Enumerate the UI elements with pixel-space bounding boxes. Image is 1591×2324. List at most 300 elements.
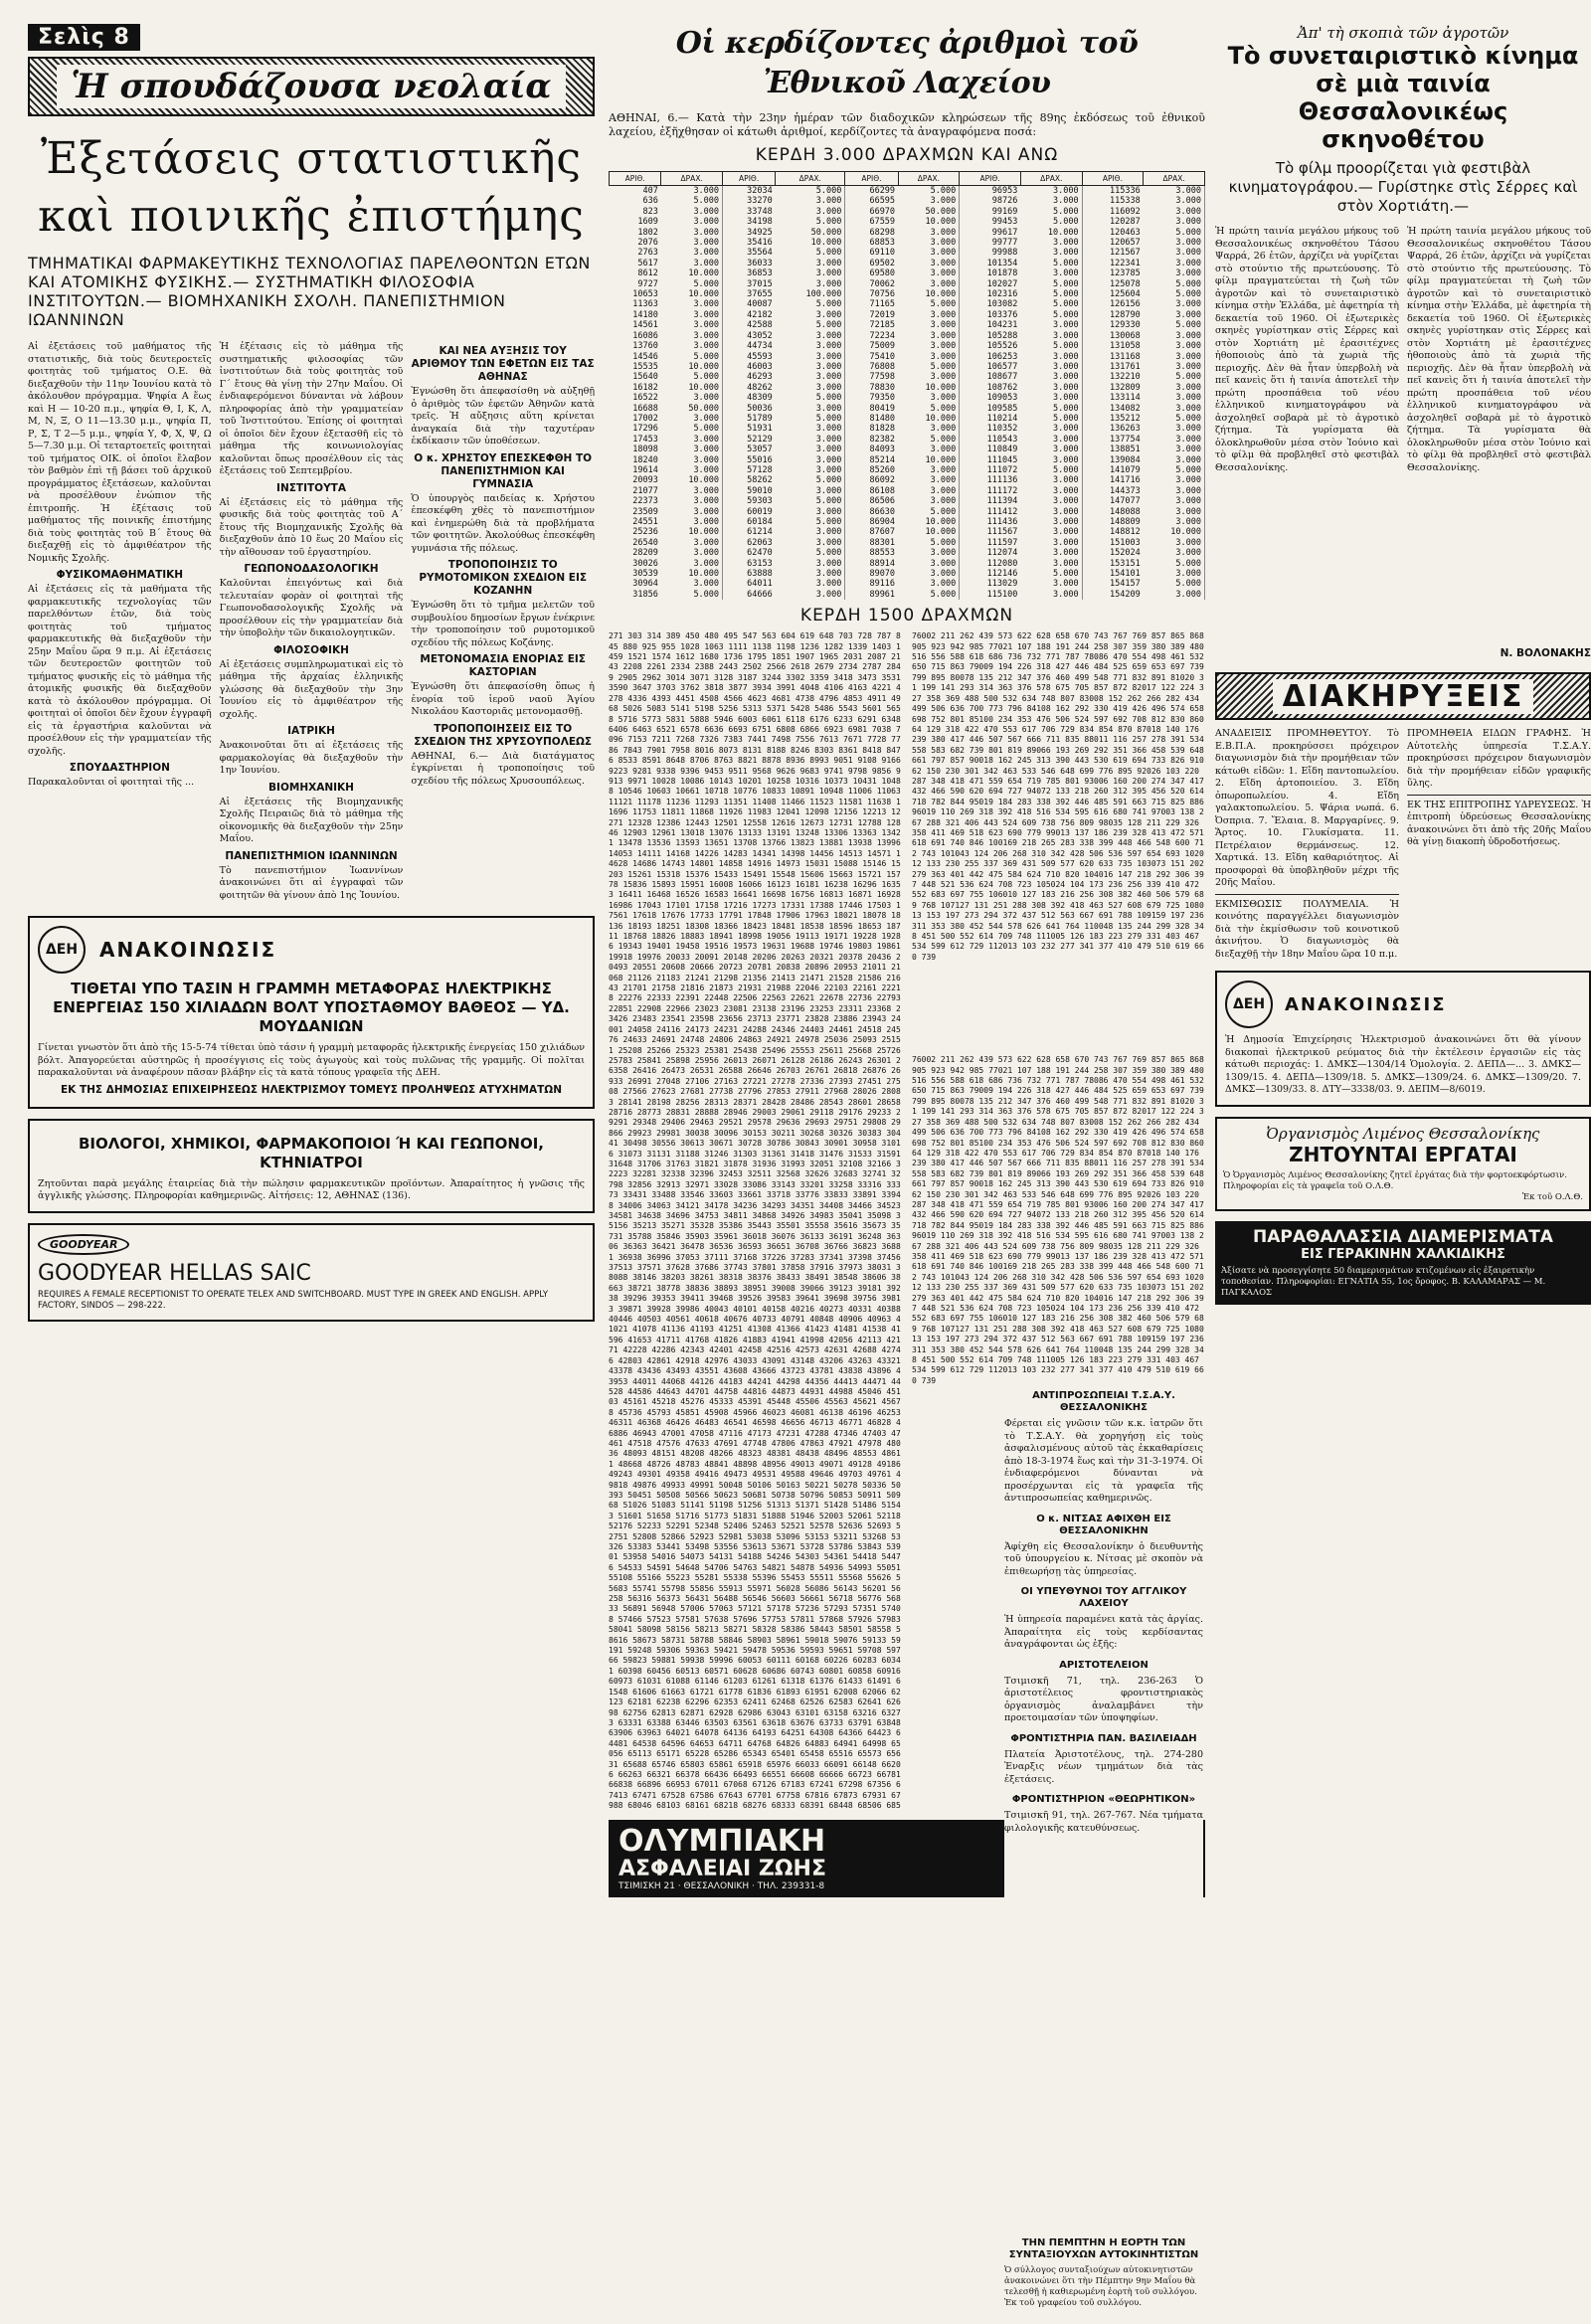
declarations-col-2 (1407, 728, 1591, 961)
prize-amount-cell: 3.000 (898, 579, 960, 589)
ticket-number-cell: 113029 (986, 579, 1018, 590)
prize-amount-cell: 3.000 (776, 331, 845, 341)
ticket-number-cell: 147077 (1110, 496, 1141, 507)
prize-amount-cell: 3.000 (661, 259, 723, 268)
ticket-number-cell: 42182 (747, 309, 773, 320)
ticket-number-cell: 22373 (632, 496, 658, 507)
news-headline: ΜΕΤΟΝΟΜΑΣΙΑ ΕΝΟΡΙΑΣ ΕΙΣ ΚΑΣΤΟΡΙΑΝ (420, 653, 586, 678)
byline: Ν. ΒΟΛΟΝΑΚΗΣ (1500, 647, 1591, 659)
article-text: Τὸ πανεπιστήμιον Ἰωαννίνων ἀνακοινώνει ὅτι αἱ ἐγγραφαὶ τῶν φοιτητῶν θὰ γίνουν ἀπὸ 1ης Ἰουνίου. (219, 864, 404, 901)
prize-amount-cell: 3.000 (661, 310, 723, 320)
ticket-number-cell: 154157 (1110, 579, 1141, 590)
prize-amount-cell: 3.000 (898, 279, 960, 289)
prize-amount-cell: 5.000 (1020, 259, 1082, 268)
ticket-number-cell: 70062 (869, 278, 896, 289)
ticket-number-cell: 110214 (986, 413, 1018, 424)
film-article-headline: Τὸ συνεταιριστικὸ κίνημα σὲ μιὰ ταινία Θεσσαλονικέως σκηνοθέτου (1227, 42, 1579, 153)
prize-amount-cell: 10.000 (661, 268, 723, 278)
ticket-number-cell: 52129 (747, 434, 773, 445)
news-text: Πλατεία Ἀριστοτέλους, τηλ. 274-280 Ἐναρξις νέων τμημάτων διὰ τὰς ἐξετάσεις. (1004, 1748, 1203, 1785)
ticket-number-cell: 84093 (869, 445, 896, 455)
ticket-number-cell: 112080 (986, 558, 1018, 569)
article-text: Αἱ ἐξετάσεις εἰς τὰ μαθήματα τῆς φαρμακευτικῆς τεχνολογίας τῶν παρελθόντων ἐτῶν, διὰ τοὺς φοιτητὰς τοῦ τμήματος φαρμακευτικῆς θὰ διεξαχθοῦν τὴν 25ην Μαΐου ὥρα 9 π.μ. Αἱ ἐξετάσεις τῶν δευτεροετῶν φοιτητῶν τοῦ τμήματος φυσικῆς εἰς τὸ μάθημα τῆς ἀτομικῆς φυσικῆς θὰ διεξαχθοῦν κατὰ τὸ ἀκόλουθον πρόγραμμα. Οἱ φοιτηταὶ οἱ ὁποῖοι δὲν ἔχουν ἐγγραφῆ εἰς τὰ ἐργαστήρια καλοῦνται νὰ προσέλθουν εἰς τὴν γραμματείαν τῆς σχολῆς. (28, 584, 212, 757)
ticket-number-cell: 105288 (986, 330, 1018, 341)
ticket-number-cell: 53057 (747, 445, 773, 455)
ticket-number-cell: 37655 (747, 289, 773, 300)
ticket-number-cell: 101878 (986, 268, 1018, 279)
declarations-columns (1215, 728, 1591, 961)
prize-amount-cell: 3.000 (1020, 435, 1082, 445)
prize-amount-cell: 3.000 (776, 196, 845, 206)
ticket-number-cell: 15535 (632, 361, 658, 372)
prize-amount-cell: 3.000 (1144, 569, 1205, 579)
prize-amount-cell: 3.000 (898, 445, 960, 454)
ticket-number-cell: 14180 (632, 309, 658, 320)
article-text: Παρακαλοῦνται οἱ φοιτηταὶ τῆς ... (28, 777, 195, 788)
prize-amount-cell: 5.000 (661, 590, 723, 600)
prize-amount-cell: 3.000 (898, 372, 960, 382)
ticket-number-cell: 101354 (986, 258, 1018, 268)
ticket-number-cell: 21077 (632, 485, 658, 496)
ticket-number-cell: 23509 (632, 506, 658, 517)
prize-amount-cell: 5.000 (1144, 414, 1205, 424)
prize-amount-cell: 3.000 (898, 331, 960, 341)
ticket-number-cell: 122341 (1110, 258, 1141, 268)
prize-amount-cell: 3.000 (661, 331, 723, 341)
ticket-number-cell: 45593 (747, 351, 773, 362)
prize-amount-cell: 10.000 (898, 414, 960, 424)
prize-amount-cell: 3.000 (1144, 538, 1205, 548)
ticket-number-cell: 33748 (747, 206, 773, 217)
ticket-number-cell: 88914 (869, 558, 896, 569)
prize-amount-cell: 3.000 (661, 496, 723, 506)
ticket-number-cell: 79350 (869, 393, 896, 404)
film-article-subhead: Τὸ φίλμ προορίζεται γιὰ φεστιβὰλ κινηματογράφου.— Γυρίστηκε στὶς Σέρρες καὶ στὸν Χορτιάτη.— (1228, 159, 1578, 215)
table-row (610, 268, 1205, 278)
ad-title: ΒΙΟΛΟΓΟΙ, ΧΗΜΙΚΟΙ, ΦΑΡΜΑΚΟΠΟΙΟΙ Ή ΚΑΙ ΓΕΩΠΟΝΟΙ, ΚΤΗΝΙΑΤΡΟΙ (79, 1134, 544, 1171)
prize-table (609, 171, 1205, 600)
ticket-number-cell: 123785 (1110, 268, 1141, 279)
ticket-number-cell: 121567 (1110, 248, 1141, 259)
prize-amount-cell: 3.000 (776, 559, 845, 569)
table-row (610, 289, 1205, 299)
prize-amount-cell: 10.000 (898, 217, 960, 227)
table-row (610, 475, 1205, 485)
table-body (610, 186, 1205, 601)
prize-amount-cell: 3.000 (661, 507, 723, 517)
table-row (610, 331, 1205, 341)
declaration-text: ΕΚ ΤΗΣ ΕΠΙΤΡΟΠΗΣ ΥΔΡΕΥΣΕΩΣ. Ἡ ἐπιτροπὴ ὑδρεύσεως Θεσσαλονίκης ἀνακοινώνει ὅτι ἀπὸ τῆς 20ῆς Μαΐου θὰ γίνῃ διακοπὴ ὑδροδοτήσεως. (1407, 799, 1591, 847)
ticket-number-cell: 66595 (869, 196, 896, 207)
ticket-number-cell: 89961 (869, 589, 896, 600)
table-row (610, 383, 1205, 393)
prize-amount-cell: 3.000 (898, 259, 960, 268)
ticket-number-cell: 86904 (869, 517, 896, 527)
prize-amount-cell: 3.000 (1144, 341, 1205, 351)
prize-amount-cell: 5.000 (1144, 228, 1205, 238)
prize-amount-cell: 3.000 (1020, 248, 1082, 258)
prize-amount-cell: 3.000 (1020, 590, 1082, 600)
ad-body: REQUIRES A FEMALE RECEPTIONIST TO OPERATE TELEX AND SWITCHBOARD. MUST TYPE IN GREEK AND ENGLISH. APPLY FACTORY, SINDOS — 298-222. (38, 1289, 549, 1311)
ticket-number-cell: 20093 (632, 475, 658, 486)
ad-footer: ΕΚ ΤΗΣ ΔΗΜΟΣΙΑΣ ΕΠΙΧΕΙΡΗΣΕΩΣ ΗΛΕΚΤΡΙΣΜΟΥ ΤΟΜΕΥΣ ΠΡΟΛΗΨΕΩΣ ΑΤΥΧΗΜΑΤΩΝ (60, 1083, 563, 1096)
prize-amount-cell: 3.000 (1020, 320, 1082, 330)
prize-amount-cell: 3.000 (1020, 527, 1082, 537)
ticket-number-cell: 131761 (1110, 361, 1141, 372)
article-text: Αἱ ἐξετάσεις τοῦ μαθήματος τῆς στατιστικῆς, διὰ τοὺς δευτεροετεῖς φοιτητὰς τοῦ τμήματος Ο.Ε. θὰ διεξαχθοῦν τὴν 11ην Ἰουνίου κατὰ τὸ ἀκόλουθον πρόγραμμα. Ψηφία Α ἕως καὶ Η — 10-20 π.μ., ψηφία Θ, Ι, Κ, Λ, Μ, Ν, Ξ, Ο 11—13.30 μ.μ., ψηφία Π, Ρ, Σ, Τ 2—5 μ.μ., ψηφία Υ, Φ, Χ, Ψ, Ω 5—7.30 μ.μ. Οἱ τεταρτοετεῖς φοιτηταὶ τοῦ τμήματος ΟΙΚ. οἱ ὁποῖοι ἔλαβον τὸν βαθμὸν ἐπὶ τῇ βάσει τοῦ ἀρχικοῦ προγράμματος ἐξετάσεων, καλοῦνται νὰ προσέλθουν ἐνώπιον τῆς ἐπιτροπῆς. Ἡ ἐξέτασις τοῦ μαθήματος τῆς ποινικῆς ἐπιστήμης διὰ τοὺς φοιτητὰς τοῦ Β΄ ἔτους θὰ διεξαχθῇ εἰς τὸ ἀμφιθέατρον τῆς Νομικῆς Σχολῆς. (28, 341, 212, 564)
ticket-number-cell: 70756 (869, 289, 896, 300)
ticket-number-cell: 407 (642, 186, 658, 196)
ad-body: Γίνεται γνωστὸν ὅτι ἀπὸ τῆς 15-5-74 τίθεται ὑπὸ τάσιν ἡ γραμμὴ μεταφορᾶς ἠλεκτρικῆς ἐνεργείας 150 χιλιάδων βόλτ. Ἀπαγορεύεται αὐστηρῶς ἡ προσέγγισις εἰς τοὺς ἀγωγοὺς καὶ τοὺς πυλῶνας τῆς γραμμῆς. Οἱ πολῖται παρακαλοῦνται νὰ ἀναφέρουν πᾶσαν βλάβην εἰς τὰ κατὰ τόπους γραφεῖα τῆς ΔΕΗ. (38, 1042, 585, 1078)
ticket-number-cell: 106577 (986, 361, 1018, 372)
ticket-number-cell: 66970 (869, 206, 896, 217)
ticket-number-cell: 111072 (986, 464, 1018, 475)
ticket-number-cell: 89116 (869, 579, 896, 590)
prize-amount-cell: 3.000 (898, 486, 960, 496)
prize-amount-cell: 5.000 (1020, 217, 1082, 227)
prize-amount-cell: 5.000 (898, 435, 960, 445)
prize-amount-cell: 5.000 (661, 424, 723, 434)
news-headline: ΚΑΙ ΝΕΑ ΑΥΞΗΣΙΣ ΤΟΥ ΑΡΙΘΜΟΥ ΤΩΝ ΕΦΕΤΩΝ ΕΙΣ ΤΑΣ ΑΘΗΝΑΣ (411, 345, 595, 383)
ad-title: GOODYEAR HELLAS SAIC (38, 1260, 311, 1286)
ticket-number-cell: 59303 (747, 496, 773, 507)
prize-amount-cell: 3.000 (898, 475, 960, 485)
section-banner-title: Ἡ σπουδάζουσα νεολαία (57, 65, 565, 108)
prize-amount-cell: 3.000 (661, 559, 723, 569)
prize-amount-cell: 3.000 (1020, 475, 1082, 485)
prize-amount-cell: 5.000 (898, 299, 960, 309)
goodyear-ad (28, 1223, 595, 1322)
ticket-number-cell: 141079 (1110, 464, 1141, 475)
article-subhead: ΦΙΛΟΣΟΦΙΚΗ (273, 643, 349, 656)
news-text: Φέρεται εἰς γνῶσιν τῶν κ.κ. ἰατρῶν ὅτι τὸ Τ.Σ.Α.Υ. θὰ χορηγήσῃ εἰς τοὺς ἀσφαλισμένους αὐτοῦ τὰς ἐκκαθαρίσεις ἀπὸ 18-3-1974 ἕως καὶ τὴν 31-3-1974. Οἱ ἐνδιαφερόμενοι δύνανται νὰ προσέρχωνται εἰς τὰ γραφεῖα τῆς ἀντιπροσωπείας καθημερινῶς. (1004, 1418, 1203, 1504)
table-row (610, 486, 1205, 496)
prize-amount-cell: 10.000 (898, 289, 960, 299)
prize-amount-cell: 3.000 (661, 548, 723, 558)
article-text: Αἱ ἐξετάσεις συμπληρωματικαὶ εἰς τὸ μάθημα τῆς ἀρχαίας ἑλληνικῆς γλώσσης θὰ διεξαχθοῦν τὴν 3ην Ἰουνίου εἰς τὸ ἀμφιθέατρον τῆς σχολῆς. (219, 658, 404, 720)
prize-amount-cell: 3.000 (1144, 196, 1205, 206)
table-header-cell: ΑΡΙΘ. (723, 172, 776, 186)
prize-amount-cell: 5.000 (898, 362, 960, 372)
article-subhead: ΠΑΝΕΠΙΣΤΗΜΙΟΝ ΙΩΑΝΝΙΝΩΝ (225, 849, 398, 862)
ticket-number-cell: 31856 (632, 589, 658, 600)
news-headline: ΦΡΟΝΤΙΣΤΗΡΙΑ ΠΑΝ. ΒΑΣΙΛΕΙΑΔΗ (1010, 1732, 1197, 1744)
ticket-number-cell: 103376 (986, 309, 1018, 320)
prize-amount-cell: 3.000 (1020, 445, 1082, 454)
declarations-title: ΔΙΑΚΗΡΥΞΕΙΣ (1273, 679, 1534, 714)
ticket-number-cell: 133114 (1110, 393, 1141, 404)
ticket-number-cell: 1802 (637, 227, 658, 238)
ticket-number-cell: 128790 (1110, 309, 1141, 320)
prize-amount-cell: 3.000 (1144, 445, 1205, 454)
table-row (610, 517, 1205, 527)
ticket-number-cell: 116092 (1110, 206, 1141, 217)
news-headline: ΤΡΟΠΟΠΟΙΗΣΙΣ ΤΟ ΡΥΜΟΤΟΜΙΚΟΝ ΣΧΕΔΙΟΝ ΕΙΣ ΚΟΖΑΝΗΝ (419, 559, 588, 597)
ticket-number-cell: 50036 (747, 403, 773, 414)
ticket-number-cell: 13760 (632, 341, 658, 352)
prize-amount-cell: 50.000 (661, 404, 723, 414)
numbers-left-block: 271 303 314 389 450 480 495 547 563 604 619 648 703 728 787 845 880 925 955 1028 1063 1111 1138 1198 1236 1282 1339 1403 1459 1521 1574 1612 1680 1736 1795 1851 1907 1965 2031 2087 2143 2208 2261 2334 2388 2443 2502 2566 2618 2679 2734 2787 2849 2905 2962 3014 3071 3128 3187 3244 3302 3359 3418 3473 3531 3590 3647 3703 3762 3818 3877 3934 3991 4048 4106 4163 4221 4278 4336 4393 4451 4508 4566 4623 4681 4738 4796 4853 4911 4968 5026 5083 5141 5198 5256 5313 5371 5428 5486 5543 5601 5658 5716 5773 5831 5888 5946 6003 6061 6118 6176 6233 6291 6348 6406 6463 6521 6578 6636 6693 6751 6808 6866 6923 6981 7038 7096 7153 7211 7268 7326 7383 7441 7498 7556 7613 7671 7728 7786 7843 7901 7958 8016 8073 8131 8188 8246 8303 8361 8418 8476 8533 8591 8648 8706 8763 8821 8878 8936 8993 9051 9108 9166 9223 9281 9338 9396 9453 9511 9568 9626 9683 9741 9798 9856 9913 9971 10028 10086 10143 10201 10258 10316 10373 10431 10488 10546 10603 10661 10718 10776 10833 10891 10948 11006 11063 11121 11178 11236 11293 11351 11408 11466 11523 11581 11638 11696 11753 11811 11868 11926 11983 12041 12098 12156 12213 12271 12328 12386 12443 12501 12558 12616 12673 12731 12788 12846 12903 12961 13018 13076 13133 13191 13248 13306 13363 13421 13478 13536 13593 13651 13708 13766 13823 13881 13938 13996 14053 14111 14168 14226 14283 14341 14398 14456 14513 14571 14628 14686 14743 14801 14858 14916 14973 15031 15088 15146 15203 15261 15318 15376 15433 15491 15548 15606 15663 15721 15778 15836 15893 15951 16008 16066 16123 16181 16238 16296 16353 16411 16468 16526 16583 16641 16698 16756 16813 16871 16928 16986 17043 17101 17158 17216 17273 17331 17388 17446 17503 17561 17618 17676 17733 17791 17848 17906 17963 18021 18078 18136 18193 18251 18308 18366 18423 18481 18538 18596 18653 18711 18768 18826 18883 18941 18998 19056 19113 19171 19228 19286 19343 19401 19458 19516 19573 19631 19688 19746 19803 19861 19918 19976 20033 20091 20148 20206 20263 20321 20378 20436 20493 20551 20608 20666 20723 20781 20838 20896 20953 21011 21068 21126 21183 21241 21298 21356 21413 21471 21528 21586 21643 21701 21758 21816 21873 21931 21988 22046 22103 22161 22218 22276 22333 22391 22448 22506 22563 22621 22678 22736 22793 22851 22908 22966 23023 23081 23138 23196 23253 23311 23368 23426 23483 23541 23598 23656 23713 23771 23828 23886 23943 24001 24058 24116 24173 24231 24288 24346 24403 24461 24518 24576 24633 24691 24748 24806 24863 24921 24978 25036 25093 25151 25208 25266 25323 25381 25438 25496 25553 25611 25668 25726 25783 25841 25898 25956 26013 26071 26128 26186 26243 26301 26358 26416 26473 26531 26588 26646 26703 26761 26818 26876 26933 26991 27048 27106 27163 27221 27278 27336 27393 27451 27508 27566 27623 27681 27738 27796 27853 27911 27968 28026 28083 28141 28198 28256 28313 28371 28428 28486 28543 28601 28658 28716 28773 28831 28888 28946 29003 29061 29118 29176 29233 29291 29348 29406 29463 29521 29578 29636 29693 29751 29808 29866 29923 29981 30038 30096 30153 30211 30268 30326 30383 30441 30498 30556 30613 30671 30728 30786 30843 30901 30958 31016 31073 31131 31188 31246 31303 31361 31418 31476 31533 31591 31648 31706 31763 31821 31878 31936 31993 32051 32108 32166 32223 32281 32338 32396 32453 32511 32568 32626 32683 32741 32798 32856 32913 32971 33028 33086 33143 33201 33258 33316 33373 33431 33488 33546 33603 33661 33718 33776 33833 33891 33948 34006 34063 34121 34178 34236 34293 34351 34408 34466 34523 34581 34638 34696 34753 34811 34868 34926 34983 35041 35098 35156 35213 35271 35328 35386 35443 35501 35558 35616 35673 35731 35788 35846 35903 35961 36018 36076 36133 36191 36248 36306 36363 36421 36478 36536 36593 36651 36708 36766 36823 36881 36938 36996 37053 37111 37168 37226 37283 37341 37398 37456 37513 37571 37628 37686 37743 37801 37858 37916 37973 38031 38088 38146 38203 38261 38318 38376 38433 38491 38548 38606 38663 38721 38778 38836 38893 38951 39008 39066 39123 39181 39238 39296 39353 39411 39468 39526 39583 39641 39698 39756 39813 39871 39928 39986 40043 40101 40158 40216 40273 40331 40388 40446 40503 40561 40618 40676 40733 40791 40848 40906 40963 41021 41078 41136 41193 41251 41308 41366 41423 41481 41538 41596 41653 41711 41768 41826 41883 41941 41998 42056 42113 42171 42228 42286 42343 42401 42458 42516 42573 42631 42688 42746 42803 42861 42918 42976 43033 43091 43148 43206 43263 43321 43378 43436 43493 43551 43608 43666 43723 43781 43838 43896 43953 44011 44068 44126 44183 44241 44298 44356 44413 44471 44528 44586 44643 44701 44758 44816 44873 44931 44988 45046 45103 45161 45218 45276 45333 45391 45448 45506 45563 45621 45678 45736 45793 45851 45908 45966 46023 46081 46138 46196 46253 46311 46368 46426 46483 46541 46598 46656 46713 46771 46828 46886 46943 47001 47058 47116 47173 47231 47288 47346 47403 47461 47518 47576 47633 47691 47748 47806 47863 47921 47978 48036 48093 48151 48208 48266 48323 48381 48438 48496 48553 48611 48668 48726 48783 48841 48898 48956 49013 49071 49128 49186 49243 49301 49358 49416 49473 49531 49588 49646 49703 49761 49818 49876 49933 49991 50048 50106 50163 50221 50278 50336 50393 50451 50508 50566 50623 50681 50738 50796 50853 50911 50968 51026 51083 51141 51198 51256 51313 51371 51428 51486 51543 51601 51658 51716 51773 51831 51888 51946 52003 52061 52118 52176 52233 52291 52348 52406 52463 52521 52578 52636 52693 52751 52808 52866 52923 52981 53038 53096 53153 53211 53268 53326 53383 53441 53498 53556 53613 53671 53728 53786 53843 53901 53958 54016 54073 54131 54188 54246 54303 54361 54418 54476 54533 54591 54648 54706 54763 54821 54878 54936 54993 55051 55108 55166 55223 55281 55338 55396 55453 55511 55568 55626 55683 55741 55798 55856 55913 55971 56028 56086 56143 56201 56258 56316 56373 56431 56488 56546 56603 56661 56718 56776 56833 56891 56948 57006 57063 57121 57178 57236 57293 57351 57408 57466 57523 57581 57638 57696 57753 57811 57868 57926 57983 58041 58098 58156 58213 58271 58328 58386 58443 58501 58558 58616 58673 58731 58788 58846 58903 58961 59018 59076 59133 59191 59248 59306 59363 59421 59478 59536 59593 59651 59708 59766 59823 59881 59938 59996 60053 60111 60168 60226 60283 60341 60398 60456 60513 60571 60628 60686 60743 60801 60858 60916 60973 61031 61088 61146 61203 61261 61318 61376 61433 61491 61548 61606 61663 61721 61778 61836 61893 61951 62008 62066 62123 62181 62238 62296 62353 62411 62468 62526 62583 62641 62698 62756 62813 62871 62928 62986 63043 63101 63158 63216 63273 63331 63388 63446 63503 63561 63618 63676 63733 63791 63848 63906 63963 64021 64078 64136 64193 64251 64308 64366 64423 64481 64538 64596 64653 64711 64768 64826 64883 64941 64998 65056 65113 65171 65228 65286 65343 65401 65458 65516 65573 65631 65688 65746 65803 65861 65918 65976 66033 66091 66148 66206 66263 66321 66378 66436 66493 66551 66608 66666 66723 66781 66838 66896 66953 67011 67068 67126 67183 67241 67298 67356 67413 67471 67528 67586 67643 67701 67758 67816 67873 67931 67988 68046 68103 68161 68218 68276 68333 68391 68448 68506 685 (609, 631, 901, 1811)
prize-amount-cell: 3.000 (1144, 331, 1205, 341)
prize-amount-cell: 3.000 (1020, 517, 1082, 527)
prize-amount-cell: 3.000 (898, 352, 960, 362)
article-columns (28, 341, 595, 902)
headline-line-1: Ἐξετάσεις στατιστικῆς (40, 133, 583, 184)
ticket-number-cell: 68853 (869, 238, 896, 249)
ticket-number-cell: 636 (642, 196, 658, 207)
prize-amount-cell: 3.000 (661, 517, 723, 527)
prize-amount-cell: 3.000 (776, 352, 845, 362)
ticket-number-cell: 111136 (986, 475, 1018, 486)
ticket-number-cell: 10653 (632, 289, 658, 300)
port-ad-subtitle: ΖΗΤΟΥΝΤΑΙ ΕΡΓΑΤΑΙ (1289, 1142, 1517, 1166)
ticket-number-cell: 62470 (747, 548, 773, 559)
prize-amount-cell: 3.000 (1144, 207, 1205, 217)
table-row (610, 579, 1205, 589)
prize-amount-cell: 5.000 (776, 548, 845, 558)
ticket-number-cell: 148088 (1110, 506, 1141, 517)
pensioners-feast-item (1004, 2237, 1203, 2317)
prize-amount-cell: 3.000 (1144, 268, 1205, 278)
ticket-number-cell: 16182 (632, 382, 658, 393)
ticket-number-cell: 99617 (991, 227, 1018, 238)
article-text: Αἱ ἐξετάσεις εἰς τὸ μάθημα τῆς φυσικῆς διὰ τοὺς φοιτητὰς τοῦ Α΄ ἔτους τῆς Βιομηχανικῆς Σχολῆς θὰ διεξαχθοῦν ἀπὸ 10 ἕως 20 Μαΐου εἰς τὴν αἴθουσαν τοῦ ἐργαστηρίου. (219, 496, 404, 558)
ticket-number-cell: 67559 (869, 217, 896, 228)
prize-amount-cell: 3.000 (1020, 455, 1082, 465)
prize-amount-cell: 3.000 (661, 299, 723, 309)
prize-amount-cell: 3.000 (1020, 362, 1082, 372)
scientists-job-ad (28, 1119, 595, 1213)
prize-1500-heading: ΚΕΡΔΗ 1500 ΔΡΑΧΜΩΝ (799, 606, 1014, 626)
ticket-number-cell: 86108 (869, 485, 896, 496)
prize-amount-cell: 3.000 (898, 393, 960, 403)
ticket-number-cell: 103082 (986, 299, 1018, 310)
prize-amount-cell: 3.000 (661, 538, 723, 548)
table-row (610, 228, 1205, 238)
ticket-number-cell: 76808 (869, 361, 896, 372)
ticket-number-cell: 14561 (632, 320, 658, 331)
table-row (610, 341, 1205, 351)
prize-amount-cell: 3.000 (776, 455, 845, 465)
article-col-2 (220, 341, 404, 902)
prize-amount-cell: 3.000 (661, 414, 723, 424)
olympiaki-address: ΤΣΙΜΙΣΚΗ 21 · ΘΕΣΣΑΛΟΝΙΚΗ · ΤΗΛ. 239331-8 (619, 1881, 825, 1892)
ticket-number-cell: 112146 (986, 569, 1018, 580)
prize-amount-cell: 3.000 (1020, 559, 1082, 569)
ticket-number-cell: 36853 (747, 268, 773, 279)
prize-amount-cell: 10.000 (898, 517, 960, 527)
ticket-number-cell: 18098 (632, 445, 658, 455)
prize-amount-cell: 3.000 (1144, 404, 1205, 414)
ticket-number-cell: 106253 (986, 351, 1018, 362)
prize-amount-cell: 3.000 (776, 507, 845, 517)
ticket-number-cell: 109053 (986, 393, 1018, 404)
news-text: Τσιμισκῆ 91, τηλ. 267-767. Νέα τμήματα φιλολογικῆς κατευθύνσεως. (1004, 1810, 1203, 1834)
prize-amount-cell: 3.000 (661, 486, 723, 496)
ticket-number-cell: 69580 (869, 268, 896, 279)
ticket-number-cell: 59010 (747, 485, 773, 496)
prize-amount-cell: 3.000 (898, 248, 960, 258)
ticket-number-cell: 35416 (747, 238, 773, 249)
prize-amount-cell: 3.000 (661, 455, 723, 465)
news-headline: ΤΗΝ ΠΕΜΠΤΗΝ Η ΕΟΡΤΗ ΤΩΝ ΣΥΝΤΑΞΙΟΥΧΩΝ ΑΥΤΟΚΙΝΗΤΙΣΤΩΝ (1008, 2237, 1199, 2260)
ticket-number-cell: 40087 (747, 299, 773, 310)
table-header-cell: ΑΡΙΘ. (1082, 172, 1144, 186)
ticket-number-cell: 104231 (986, 320, 1018, 331)
prize-amount-cell: 3.000 (1020, 579, 1082, 589)
table-header-cell: ΔΡΑΧ. (1144, 172, 1205, 186)
ad-body: Ἡ Δημοσία Ἐπιχείρησις Ἠλεκτρισμοῦ ἀνακοινώνει ὅτι θὰ γίνουν διακοπαὶ ἠλεκτρικοῦ ρεύματος διὰ τὴν ἐκτέλεσιν ἐργασιῶν εἰς τὰς κάτωθι περιοχάς: 1. ΔΜΚΣ—1304/14 Ὁμολογία. 2. ΔΕΠΔ—... 3. ΔΜΚΣ—1309/15. 4. ΔΕΠΔ—1309/18. 5. ΔΜΚΣ—1309/24. 6. ΔΜΚΣ—1309/20. 7. ΔΜΚΣ—1309/33. 8. ΔΤΥ—3338/03. 9. ΔΕΠΜ—8/6019. (1225, 1034, 1581, 1095)
ticket-number-cell: 102027 (986, 278, 1018, 289)
ticket-number-cell: 98726 (991, 196, 1018, 207)
ticket-number-cell: 85214 (869, 454, 896, 465)
prize-amount-cell: 3.000 (661, 341, 723, 351)
ticket-number-cell: 14546 (632, 351, 658, 362)
ticket-number-cell: 15640 (632, 372, 658, 383)
ticket-number-cell: 5617 (637, 258, 658, 268)
ticket-number-cell: 17002 (632, 413, 658, 424)
prize-amount-cell: 3.000 (776, 569, 845, 579)
prize-amount-cell: 3.000 (661, 186, 723, 197)
news-text: Ὁ ὑπουργὸς παιδείας κ. Χρήστου ἐπεσκέφθη χθὲς τὸ πανεπιστήμιον καὶ ἐνημερώθη διὰ τὰ προβλήματα τῶν φοιτητῶν. Ἀκολούθως ἐπεσκέφθη γυμνάσια τῆς πόλεως. (411, 492, 595, 554)
prize-amount-cell: 5.000 (661, 352, 723, 362)
prize-amount-cell: 3.000 (776, 538, 845, 548)
news-text: ΑΘΗΝΑΙ, 6.— Διὰ διατάγματος ἐγκρίνεται ἡ τροποποίησις τοῦ σχεδίου τῆς πόλεως Χρυσουπόλεως. (411, 750, 595, 787)
ticket-number-cell: 72185 (869, 320, 896, 331)
ticket-number-cell: 115100 (986, 589, 1018, 600)
prize-amount-cell: 3.000 (1144, 383, 1205, 393)
prize-amount-cell: 3.000 (1144, 435, 1205, 445)
lottery-lead: ΑΘΗΝΑΙ, 6.— Κατὰ τὴν 23ην ἡμέραν τῶν διαδοχικῶν κληρώσεων τῆς 89ης ἐκδόσεως τοῦ ἐθνικοῦ λαχείου, ἐξῆχθησαν οἱ κάτωθι ἀριθμοί, κερδίζοντες τὰ ἀναγραφόμενα ποσά: (609, 111, 1205, 138)
prize-amount-cell: 5.000 (1144, 559, 1205, 569)
ticket-number-cell: 129330 (1110, 320, 1141, 331)
prize-amount-cell: 3.000 (1020, 486, 1082, 496)
prize-amount-cell: 50.000 (898, 207, 960, 217)
table-header-row (610, 172, 1205, 186)
prize-amount-cell: 3.000 (1020, 496, 1082, 506)
prize-amount-cell: 50.000 (776, 228, 845, 238)
ticket-number-cell: 87607 (869, 527, 896, 538)
prize-amount-cell: 3.000 (776, 445, 845, 454)
table-row (610, 404, 1205, 414)
ticket-number-cell: 102316 (986, 289, 1018, 300)
ticket-number-cell: 34198 (747, 217, 773, 228)
olympiaki-subtitle: ΑΣΦΑΛΕΙΑΙ ΖΩΗΣ (619, 1857, 826, 1882)
prize-amount-cell: 3.000 (776, 404, 845, 414)
ticket-number-cell: 78830 (869, 382, 896, 393)
ticket-number-cell: 55016 (747, 454, 773, 465)
table-row (610, 435, 1205, 445)
prize-amount-cell: 3.000 (1144, 517, 1205, 527)
ticket-number-cell: 63153 (747, 558, 773, 569)
article-text-continued: Ἡ πρώτη ταινία μεγάλου μήκους τοῦ Θεσσαλονικέως σκηνοθέτου Τάσου Ψαρρά, 26 ἐτῶν, ἀρχίζει νὰ γυρίζεται στὸ στούντιο τῆς πρωτεύουσης. Τὸ φίλμ πραγματεύεται τὴ ζωὴ τῶν ἀγροτῶν καὶ τὸ συνεταιριστικὸ κίνημα στὴν Ἑλλάδα, μὲ ἀφετηρία τὴ δεκαετία τοῦ 1960. Οἱ ἐξωτερικὲς σκηνὲς γυρίστηκαν στὶς Σέρρες καὶ στὸν Χορτιάτη μὲ ἐρασιτέχνες ἠθοποιοὺς ἀπὸ τὰ χωριὰ τῆς περιοχῆς. Δὲν θὰ ἦταν ὑπερβολὴ νὰ πεῖ κανεὶς ὅτι ἡ ταινία ἀποτελεῖ τὴν πρώτη προσπάθεια τοῦ νέου ἑλληνικοῦ κινηματογράφου νὰ ἀσχοληθεῖ σοβαρὰ μὲ τὸ ἀγροτικὸ ζήτημα. Τὰ γυρίσματα θὰ ὁλοκληρωθοῦν μέσα στὸν Ἰούνιο καὶ τὸ φίλμ θὰ προβληθεῖ στὸ φεστιβὰλ Θεσσαλονίκης. (1407, 226, 1591, 473)
table-row (610, 259, 1205, 268)
ticket-number-cell: 111436 (986, 517, 1018, 527)
ticket-number-cell: 105526 (986, 341, 1018, 352)
news-headline: ΑΝΤΙΠΡΟΣΩΠΕΙΑΙ Τ.Σ.Α.Υ. ΘΕΣΣΑΛΟΝΙΚΗΣ (1032, 1390, 1175, 1413)
dei-logo-icon: ΔΕΗ (1225, 981, 1273, 1028)
ticket-number-cell: 80419 (869, 403, 896, 414)
ticket-number-cell: 44734 (747, 341, 773, 352)
table-row (610, 352, 1205, 362)
ticket-number-cell: 75009 (869, 341, 896, 352)
middle-side-news (1004, 1382, 1203, 2228)
ticket-number-cell: 46293 (747, 372, 773, 383)
prize-amount-cell: 3.000 (776, 527, 845, 537)
ticket-number-cell: 131168 (1110, 351, 1141, 362)
ticket-number-cell: 43052 (747, 330, 773, 341)
article-col-1 (28, 341, 212, 902)
prize-amount-cell: 3.000 (1144, 507, 1205, 517)
prize-amount-cell: 3.000 (898, 496, 960, 506)
table-row (610, 590, 1205, 600)
prize-amount-cell: 3.000 (1020, 352, 1082, 362)
ticket-number-cell: 111567 (986, 527, 1018, 538)
ticket-number-cell: 32034 (747, 186, 773, 196)
table-row (610, 186, 1205, 197)
prize-amount-cell: 5.000 (898, 507, 960, 517)
prize-amount-cell: 3.000 (1144, 393, 1205, 403)
ticket-number-cell: 9727 (637, 278, 658, 289)
ticket-number-cell: 88301 (869, 537, 896, 548)
prize-amount-cell: 3.000 (776, 383, 845, 393)
prize-amount-cell: 3.000 (898, 548, 960, 558)
article-text: Ἡ πρώτη ταινία μεγάλου μήκους τοῦ Θεσσαλονικέως σκηνοθέτου Τάσου Ψαρρά, 26 ἐτῶν, ἀρχίζει νὰ γυρίζεται στὸ στούντιο τῆς πρωτεύουσης. Τὸ φίλμ πραγματεύεται τὴ ζωὴ τῶν ἀγροτῶν καὶ τὸ συνεταιριστικὸ κίνημα στὴν Ἑλλάδα, μὲ ἀφετηρία τὴ δεκαετία τοῦ 1960. Οἱ ἐξωτερικὲς σκηνὲς γυρίστηκαν στὶς Σέρρες καὶ στὸν Χορτιάτη μὲ ἐρασιτέχνες ἠθοποιοὺς ἀπὸ τὰ χωριὰ τῆς περιοχῆς. Δὲν θὰ ἦταν ὑπερβολὴ νὰ πεῖ κανεὶς ὅτι ἡ ταινία ἀποτελεῖ τὴν πρώτη προσπάθεια τοῦ νέου ἑλληνικοῦ κινηματογράφου νὰ ἀσχοληθεῖ σοβαρὰ μὲ τὸ ἀγροτικὸ ζήτημα. Τὰ γυρίσματα θὰ ὁλοκληρωθοῦν μέσα στὸν Ἰούνιο καὶ τὸ φίλμ θὰ προβληθεῖ στὸ φεστιβὰλ Θεσσαλονίκης. (1215, 226, 1399, 473)
ticket-number-cell: 71165 (869, 299, 896, 310)
left-column (28, 24, 595, 2311)
prize-amount-cell: 5.000 (1144, 465, 1205, 475)
ticket-number-cell: 96953 (991, 186, 1018, 196)
dei-right-announcement (1215, 971, 1591, 1107)
ticket-number-cell: 46003 (747, 361, 773, 372)
ticket-number-cell: 89070 (869, 569, 896, 580)
ticket-number-cell: 131058 (1110, 341, 1141, 352)
prize-amount-cell: 5.000 (776, 248, 845, 258)
declaration-text: ΕΚΜΙΣΘΩΣΙΣ ΠΟΛΥΜΕΛΙΑ. Ἡ κοινότης παραγγέλλει διαγωνισμὸν διὰ τὴν ἐκμίσθωσιν τοῦ κοινοτικοῦ ἀκινήτου. Ὁ διαγωνισμὸς θὰ διεξαχθῇ τὴν 18ην Μαΐου ὥρα 10 π.μ. (1215, 898, 1399, 960)
ticket-number-cell: 85260 (869, 464, 896, 475)
ticket-number-cell: 69502 (869, 258, 896, 268)
news-text: Τσιμισκῆ 71, τηλ. 236-263 Ὁ ἀριστοτέλειος φροντιστηριακὸς ὀργανισμὸς ἀναλαμβάνει τὴν προετοιμασίαν τῶν ὑποψηφίων. (1004, 1675, 1203, 1723)
ad-title: ΑΝΑΚΟΙΝΩΣΙΣ (99, 938, 277, 962)
ticket-number-cell: 136263 (1110, 424, 1141, 435)
table-row (610, 217, 1205, 227)
ticket-number-cell: 28209 (632, 548, 658, 559)
table-row (610, 496, 1205, 506)
prize-amount-cell: 3.000 (661, 465, 723, 475)
ticket-number-cell: 86092 (869, 475, 896, 486)
ticket-number-cell: 108677 (986, 372, 1018, 383)
table-header-cell: ΔΡΑΧ. (898, 172, 960, 186)
prize-amount-cell: 3.000 (1020, 372, 1082, 382)
declarations-col-1 (1215, 728, 1399, 961)
prize-amount-cell: 5.000 (661, 196, 723, 206)
ticket-number-cell: 72019 (869, 309, 896, 320)
prize-amount-cell: 3.000 (898, 320, 960, 330)
prize-amount-cell: 10.000 (898, 527, 960, 537)
ticket-number-cell: 137754 (1110, 434, 1141, 445)
ticket-number-cell: 111412 (986, 506, 1018, 517)
table-row (610, 507, 1205, 517)
dei-logo-icon: ΔΕΗ (38, 926, 86, 974)
prize-amount-cell: 3.000 (776, 268, 845, 278)
ticket-number-cell: 99988 (991, 248, 1018, 259)
ticket-number-cell: 30964 (632, 579, 658, 590)
prize-amount-cell: 5.000 (898, 404, 960, 414)
ticket-number-cell: 111597 (986, 537, 1018, 548)
table-header-cell: ΑΡΙΘ. (960, 172, 1021, 186)
ticket-number-cell: 30539 (632, 569, 658, 580)
ticket-number-cell: 25236 (632, 527, 658, 538)
